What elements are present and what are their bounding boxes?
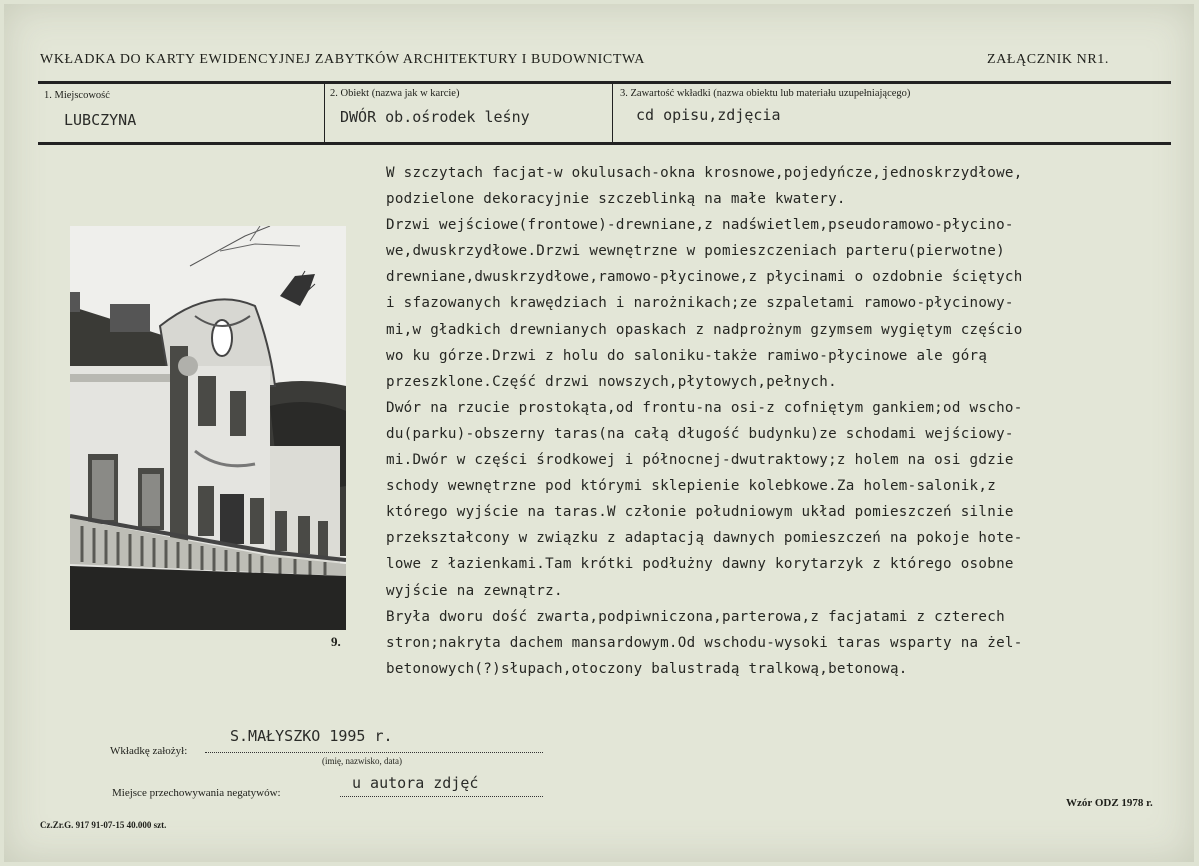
object-value: DWÓR ob.ośrodek leśny xyxy=(340,108,530,126)
object-label: 2. Obiekt (nazwa jak w karcie) xyxy=(330,88,460,99)
text-line: przeszklone.Część drzwi nowszych,płytowych,pełnych. xyxy=(386,373,837,390)
text-line: wo ku górze.Drzwi z holu do saloniku-także ramiwo-płycinowe ale górą xyxy=(386,347,988,364)
text-line: Drzwi wejściowe(frontowe)-drewniane,z nadświetlem,pseudoramowo-płycino- xyxy=(386,217,1014,234)
founder-hint: (imię, nazwisko, data) xyxy=(322,756,402,766)
text-line: którego wyjście na taras.W członie południowym układ pomieszczeń silnie xyxy=(386,504,1014,521)
text-line: wyjście na zewnątrz. xyxy=(386,582,563,599)
text-line: przekształcony w związku z adaptacją dawnych pomieszczeń na pokoje hote- xyxy=(386,530,1023,547)
manor-photo xyxy=(70,226,346,630)
founder-label: Wkładkę założył: xyxy=(110,745,188,757)
document-title: WKŁADKA DO KARTY EWIDENCYJNEJ ZABYTKÓW ARCHITEKTURY I BUDOWNICTWA xyxy=(40,52,645,67)
text-line: drewniane,dwuskrzydłowe,ramowo-płycinowe,z płycinami o ozdobnie ściętych xyxy=(386,269,1023,286)
table-bottom-rule xyxy=(38,142,1171,145)
content-value: cd opisu,zdjęcia xyxy=(636,106,781,124)
table-top-rule xyxy=(38,81,1171,84)
column-divider-1 xyxy=(324,84,325,142)
column-divider-2 xyxy=(612,84,613,142)
founder-dotted-line xyxy=(205,752,543,753)
text-line: schody wewnętrzne pod którymi sklepienie kolebkowe.Za holem-salonik,z xyxy=(386,478,997,495)
print-info: Cz.Zr.G. 917 91-07-15 40.000 szt. xyxy=(40,820,167,830)
negatives-value: u autora zdjęć xyxy=(352,774,479,792)
text-line: lowe z łazienkami.Tam krótki podłużny dawny korytarzyk z którego osobne xyxy=(386,556,1014,573)
negatives-label: Miejsce przechowywania negatywów: xyxy=(112,787,281,799)
description-text xyxy=(386,160,1126,682)
text-line: stron;nakryta dachem mansardowym.Od wschodu-wysoki taras wsparty na żel- xyxy=(386,634,1023,651)
content-label: 3. Zawartość wkładki (nazwa obiektu lub materiału uzupełniającego) xyxy=(620,88,911,99)
text-line: we,dwuskrzydłowe.Drzwi wewnętrzne w pomieszczeniach parteru(pierwotne) xyxy=(386,243,1005,260)
negatives-dotted-line xyxy=(340,796,543,797)
annex-number: ZAŁĄCZNIK NR1. xyxy=(987,52,1109,67)
template-label: Wzór ODZ 1978 r. xyxy=(1066,797,1153,809)
text-line: Dwór na rzucie prostokąta,od frontu-na osi-z cofniętym gankiem;od wscho- xyxy=(386,399,1023,416)
locality-label: 1. Miejscowość xyxy=(44,90,110,101)
founder-value: S.MAŁYSZKO 1995 r. xyxy=(230,727,393,745)
text-line: i sfazowanych krawędziach i narożnikach;ze szpaletami ramowo-płycinowy- xyxy=(386,295,1014,312)
text-line: du(parku)-obszerny taras(na całą długość budynku)ze schodami wejściowy- xyxy=(386,425,1014,442)
text-line: Bryła dworu dość zwarta,podpiwniczona,parterowa,z facjatami z czterech xyxy=(386,608,1005,625)
locality-value: LUBCZYNA xyxy=(64,111,137,129)
text-line: betonowych(?)słupach,otoczony balustradą tralkową,betonową. xyxy=(386,660,908,677)
text-line: mi.Dwór w części środkowej i północnej-dwutraktowy;z holem na osi gdzie xyxy=(386,452,1014,469)
text-line: podzielone dekoracyjnie szczeblinką na małe kwatery. xyxy=(386,191,846,208)
text-line: W szczytach facjat-w okulusach-okna krosnowe,pojedyńcze,jednoskrzydłowe, xyxy=(386,165,1023,181)
text-line: mi,w gładkich drewnianych opaskach z nadprożnym gzymsem wygiętym częścio xyxy=(386,321,1023,338)
photo-number: 9. xyxy=(331,634,341,649)
